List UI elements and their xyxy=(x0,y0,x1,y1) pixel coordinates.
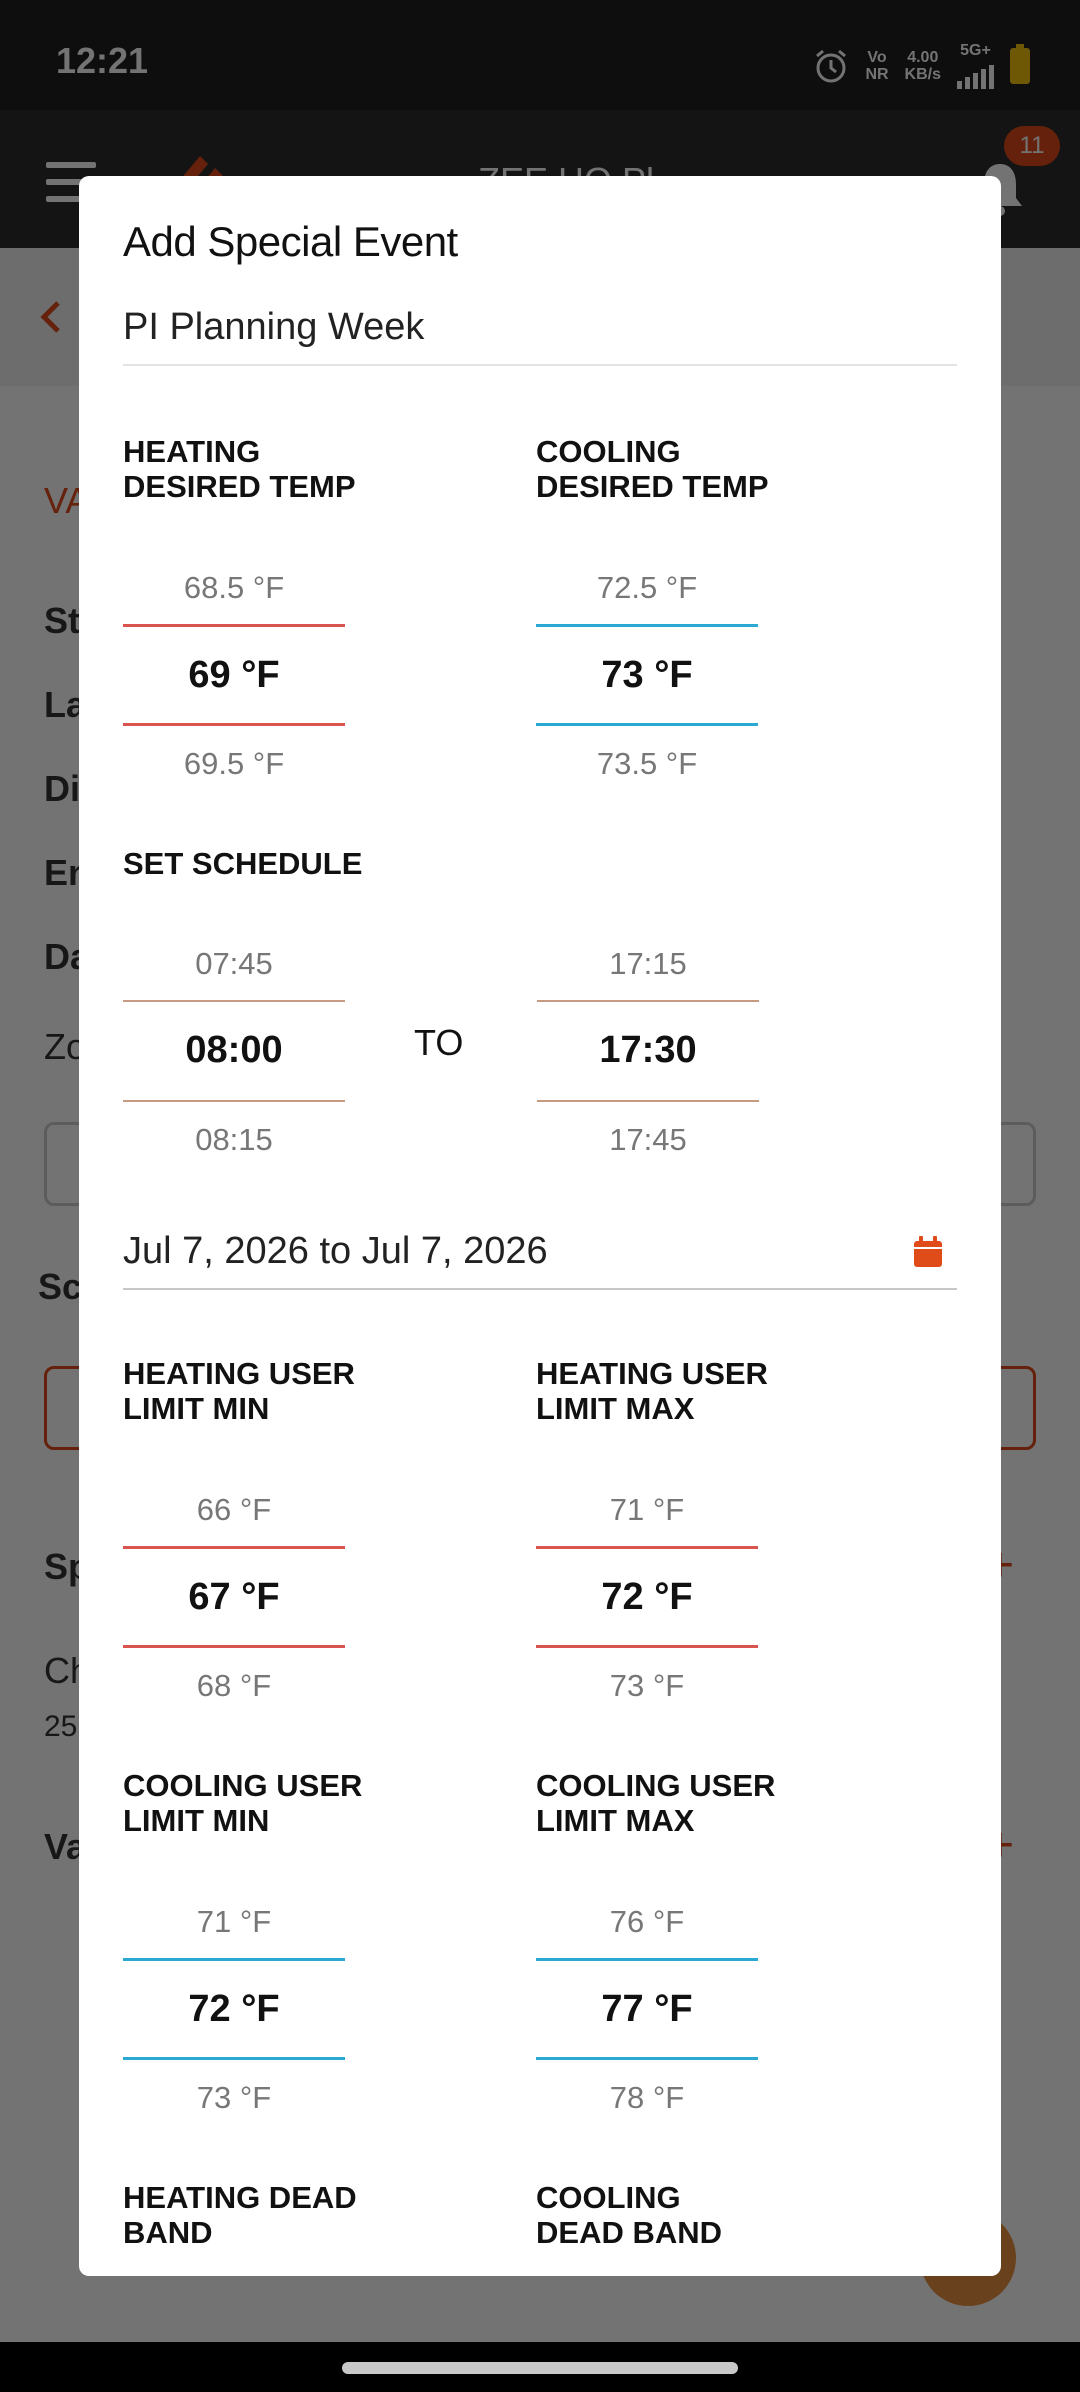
picker-option[interactable]: 17:45 xyxy=(609,1122,687,1157)
cooling-limit-min-picker[interactable] xyxy=(123,1894,345,2128)
heating-desired-label: HEATING DESIRED TEMP xyxy=(123,434,356,504)
picker-selected[interactable]: 08:00 xyxy=(123,1000,345,1102)
picker-option[interactable]: 76 °F xyxy=(609,1904,685,1939)
navigation-bar xyxy=(0,2342,1080,2392)
picker-option[interactable]: 08:15 xyxy=(195,1122,273,1157)
cooling-limit-max-label: COOLING USER LIMIT MAX xyxy=(536,1768,776,1838)
cooling-dead-band-label: COOLING DEAD BAND xyxy=(536,2180,722,2250)
picker-option[interactable]: 73 °F xyxy=(609,1668,685,1703)
to-label: TO xyxy=(414,1022,464,1063)
heating-desired-picker[interactable] xyxy=(123,560,345,794)
picker-option[interactable]: 69.5 °F xyxy=(183,746,285,781)
heating-limit-max-picker[interactable] xyxy=(536,1482,758,1716)
picker-selected[interactable]: 72 °F xyxy=(123,1958,345,2060)
picker-selected[interactable]: 67 °F xyxy=(123,1546,345,1648)
picker-selected[interactable]: 77 °F xyxy=(536,1958,758,2060)
picker-option[interactable]: 07:45 xyxy=(195,946,273,981)
picker-selected[interactable]: 72 °F xyxy=(536,1546,758,1648)
heating-dead-band-label: HEATING DEAD BAND xyxy=(123,2180,357,2250)
picker-option[interactable]: 73 °F xyxy=(196,2080,272,2115)
date-range-field[interactable] xyxy=(123,1216,957,1290)
start-time-picker[interactable] xyxy=(123,936,345,1170)
picker-option[interactable]: 68.5 °F xyxy=(183,570,285,605)
cooling-desired-label: COOLING DESIRED TEMP xyxy=(536,434,769,504)
picker-option[interactable]: 66 °F xyxy=(196,1492,272,1527)
picker-option[interactable]: 71 °F xyxy=(196,1904,272,1939)
picker-selected[interactable]: 17:30 xyxy=(537,1000,759,1102)
cooling-limit-min-label: COOLING USER LIMIT MIN xyxy=(123,1768,363,1838)
picker-selected[interactable]: 73 °F xyxy=(536,624,758,726)
end-time-picker[interactable] xyxy=(537,936,759,1170)
picker-selected[interactable]: 69 °F xyxy=(123,624,345,726)
dialog-title: Add Special Event xyxy=(123,218,458,265)
cooling-limit-max-picker[interactable] xyxy=(536,1894,758,2128)
home-gesture-handle[interactable] xyxy=(342,2362,738,2374)
picker-option[interactable]: 73.5 °F xyxy=(596,746,698,781)
heating-limit-max-label: HEATING USER LIMIT MAX xyxy=(536,1356,768,1426)
date-range-text: Jul 7, 2026 to Jul 7, 2026 xyxy=(123,1230,548,1272)
heating-limit-min-label: HEATING USER LIMIT MIN xyxy=(123,1356,355,1426)
calendar-icon[interactable] xyxy=(913,1236,943,1268)
cooling-desired-picker[interactable] xyxy=(536,560,758,794)
add-special-event-dialog xyxy=(79,176,1001,2276)
picker-option[interactable]: 17:15 xyxy=(609,946,687,981)
picker-option[interactable]: 72.5 °F xyxy=(596,570,698,605)
event-name-input[interactable]: PI Planning Week xyxy=(123,302,957,366)
picker-option[interactable]: 78 °F xyxy=(609,2080,685,2115)
set-schedule-label: SET SCHEDULE xyxy=(123,846,363,881)
heating-limit-min-picker[interactable] xyxy=(123,1482,345,1716)
picker-option[interactable]: 71 °F xyxy=(609,1492,685,1527)
picker-option[interactable]: 68 °F xyxy=(196,1668,272,1703)
